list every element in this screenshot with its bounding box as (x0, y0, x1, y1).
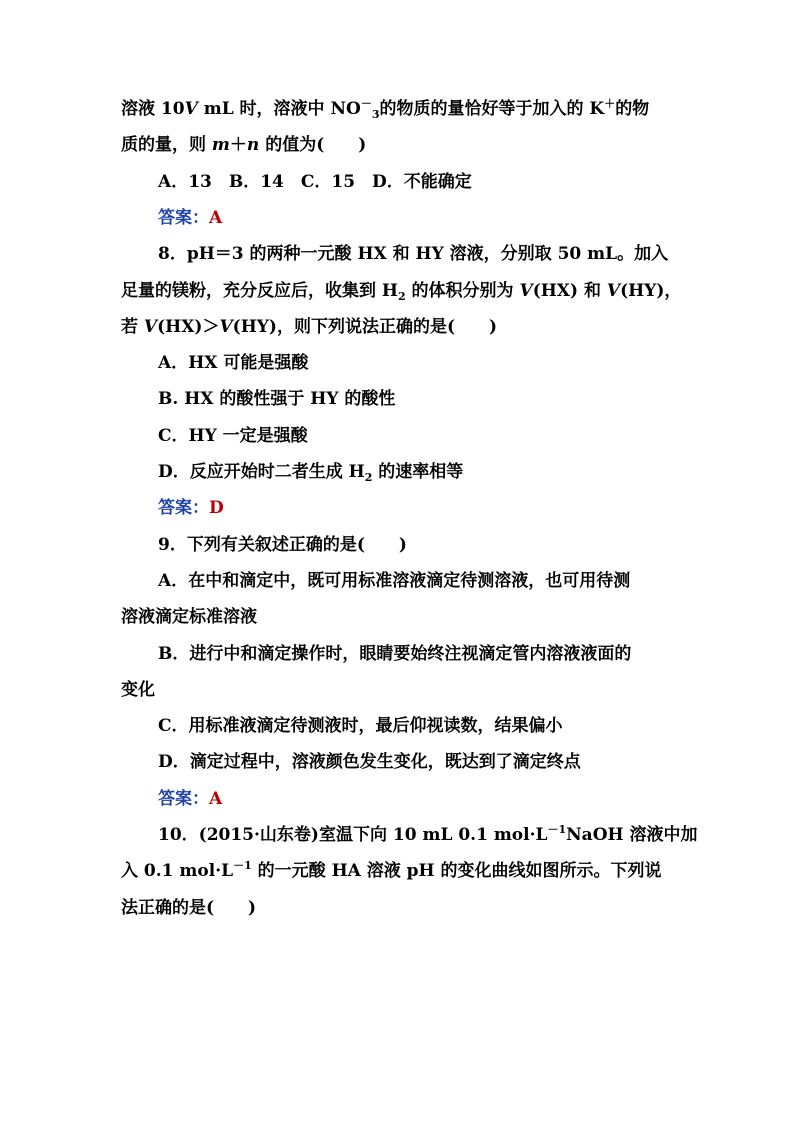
q7-variable-n: n (246, 135, 260, 155)
answer-label: 答案： (158, 498, 209, 518)
q8-text: (HY)，则下列说法正确的是( ) (232, 317, 498, 337)
q7-text: 溶液 10 (121, 99, 185, 119)
q7-text: 的物 (615, 99, 650, 119)
q8-h2-subscript: 2 (397, 290, 406, 303)
q7-stem-line-1 (121, 98, 649, 122)
q8-volume-variable: V (219, 317, 233, 337)
q8-volume-variable: V (519, 281, 533, 301)
q8-text: (HX)＞ (157, 317, 220, 337)
q10-text: 的一元酸 HA 溶液 pH 的变化曲线如图所示。下列说 (251, 861, 662, 881)
q10-stem-line-3: 法正确的是( ) (121, 898, 257, 918)
q7-plus: ＋ (229, 135, 247, 155)
q8-answer (158, 497, 224, 519)
q8-text: (HY)， (620, 281, 682, 301)
q7-text: mL 时，溶液中 NO (197, 99, 361, 119)
q7-text: 的值为( ) (259, 135, 367, 155)
q9-option-a-line-1: A．在中和滴定中，既可用标准溶液滴定待测溶液，也可用待测 (158, 571, 631, 591)
q9-option-a-line-2: 溶液滴定标准溶液 (121, 607, 257, 627)
q8-option-c: C．HY 一定是强酸 (158, 426, 308, 446)
q8-option-b: B. HX 的酸性强于 HY 的酸性 (158, 389, 396, 409)
q7-variable-m: m (211, 135, 230, 155)
answer-value: A (209, 208, 223, 228)
q8-volume-variable: V (143, 317, 158, 337)
q9-answer (158, 788, 222, 810)
q8-text: 若 (121, 317, 144, 337)
q10-text: 10．(2015·山东卷)室温下向 10 mL 0.1 mol·L (158, 825, 548, 845)
q10-text: 入 0.1 mol·L (121, 861, 234, 881)
q9-stem: 9．下列有关叙述正确的是( ) (158, 535, 407, 555)
q8-stem-line-3 (121, 316, 497, 338)
q8-text: (HX) 和 (532, 281, 607, 301)
q10-unit-exponent: －1 (233, 859, 252, 872)
q8-stem-line-1: 8．pH＝3 的两种一元酸 HX 和 HY 溶液，分别取 50 mL。加入 (158, 244, 669, 264)
answer-value: D (209, 498, 224, 518)
q10-text: NaOH 溶液中加 (566, 825, 698, 845)
q7-text: 质的量，则 (121, 135, 212, 155)
q7-nitrate-charge: － (360, 97, 372, 110)
q10-stem-line-1 (158, 824, 697, 848)
q7-options: A．13 B．14 C．15 D．不能确定 (158, 172, 472, 192)
q9-option-c: C．用标准液滴定待测液时，最后仰视读数，结果偏小 (158, 716, 563, 736)
q9-option-b-line-1: B．进行中和滴定操作时，眼睛要始终注视滴定管内溶液液面的 (158, 644, 632, 664)
q10-stem-line-2 (121, 860, 662, 884)
q8-text: 的速率相等 (372, 462, 464, 482)
q9-option-b-line-2: 变化 (121, 680, 155, 700)
q9-option-d: D．滴定过程中，溶液颜色发生变化，既达到了滴定终点 (158, 752, 581, 772)
q8-option-a: A．HX 可能是强酸 (158, 353, 309, 373)
q8-text: 足量的镁粉，充分反应后，收集到 H (121, 281, 398, 301)
q8-text: 的体积分别为 (405, 281, 520, 301)
q7-nitrate-subscript: 3 (371, 108, 380, 121)
q7-text: 的物质的量恰好等于加入的 K (379, 99, 605, 119)
q10-unit-exponent: －1 (547, 823, 567, 836)
q8-option-d (158, 461, 463, 485)
q8-stem-line-2 (121, 280, 681, 304)
q8-h2-subscript: 2 (364, 471, 373, 484)
q7-answer (158, 207, 222, 229)
q7-volume-variable: V (184, 99, 198, 119)
answer-value: A (209, 789, 223, 809)
q8-volume-variable: V (606, 281, 621, 301)
q8-text: D．反应开始时二者生成 H (158, 462, 365, 482)
answer-label: 答案： (158, 208, 209, 228)
q7-stem-line-2 (121, 134, 366, 156)
q7-potassium-charge: ＋ (604, 97, 616, 110)
answer-label: 答案： (158, 789, 209, 809)
